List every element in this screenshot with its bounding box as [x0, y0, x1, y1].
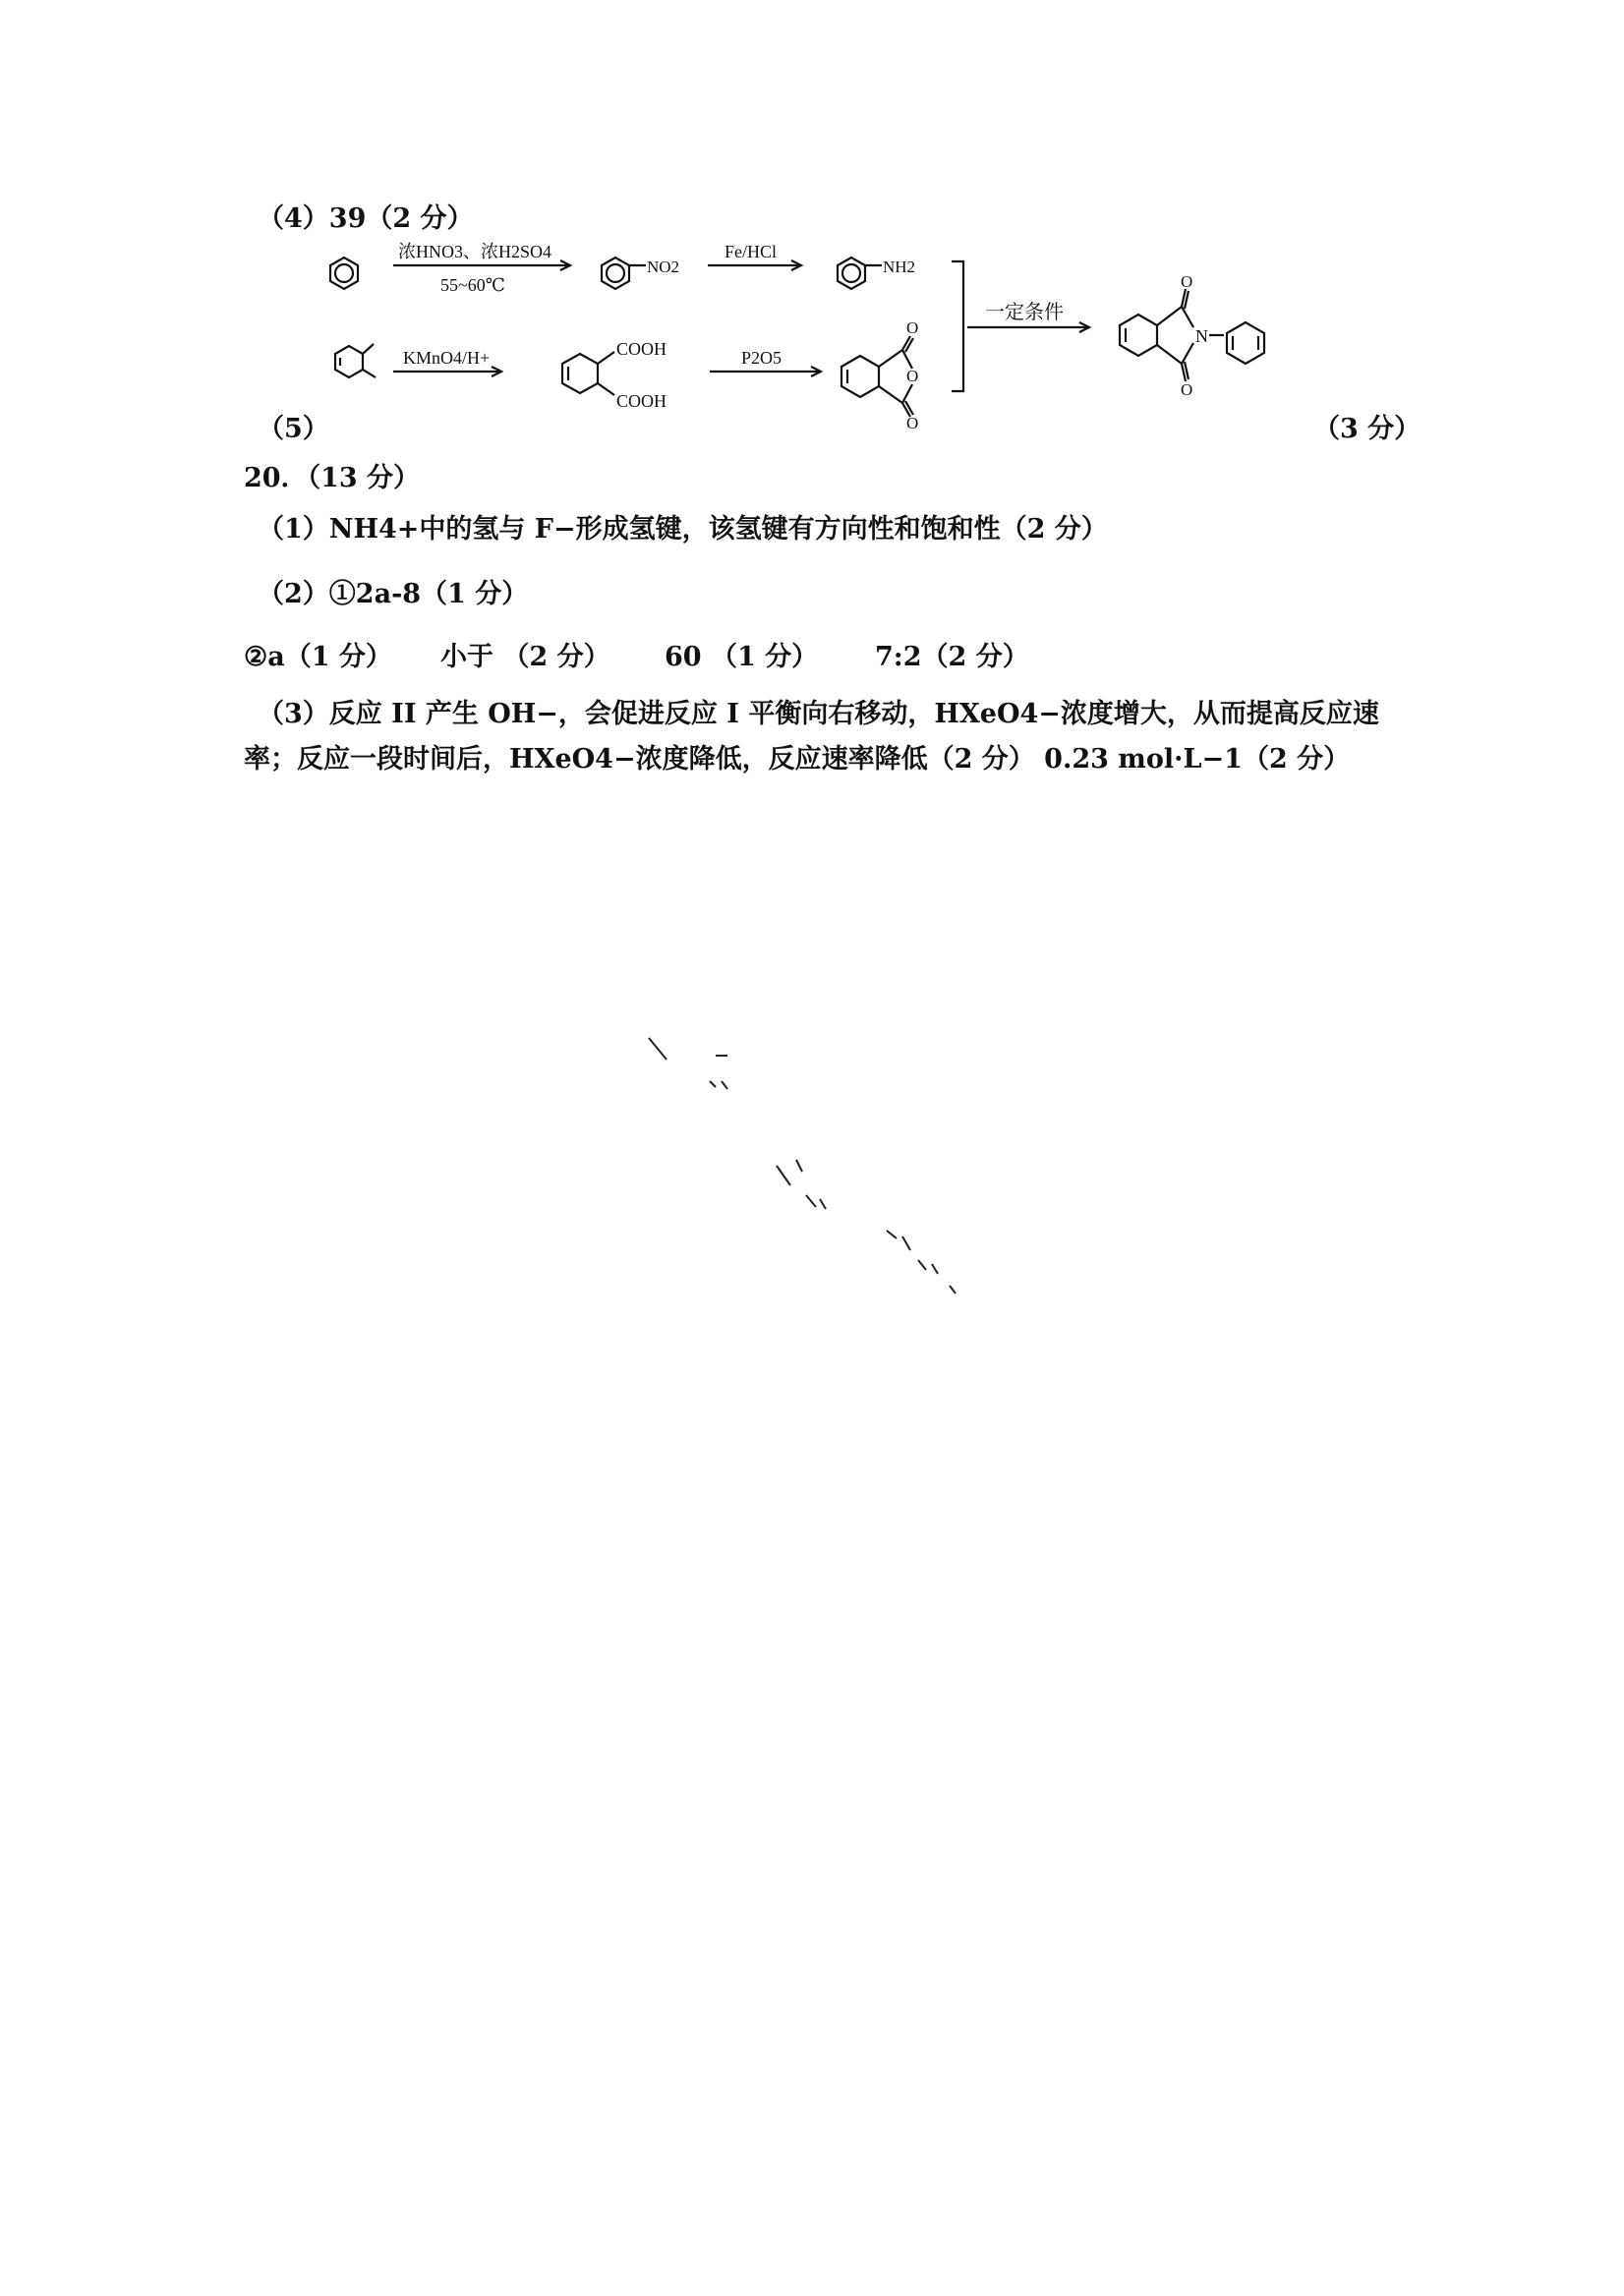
answer-5-label: （5）: [258, 414, 329, 444]
answer-5-score: （3 分）: [1313, 414, 1421, 444]
oxygen-label: O: [906, 367, 919, 385]
reduction-reagent: Fe/HCl: [725, 242, 778, 261]
bracket: [952, 261, 963, 391]
answer-4: （4）39（2 分）: [258, 203, 474, 234]
acid-group-2: COOH: [616, 391, 667, 411]
answer-20-2b-part2: 小于 （2 分）: [440, 642, 610, 672]
answer-20-2b-part4: 7:2（2 分）: [875, 642, 1029, 672]
nitrogen-label: N: [1195, 326, 1208, 346]
answer-20-3-line2: 率；反应一段时间后，HXeO4−浓度降低，反应速率降低（2 分） 0.23 mol·L−1（2 分）: [244, 744, 1351, 775]
answer-20-2b-part3: 60 （1 分）: [665, 642, 819, 672]
acid-group-1: COOH: [616, 339, 667, 359]
question-20-header: 20．（13 分）: [244, 463, 421, 493]
dehydration-reagent: P2O5: [741, 348, 783, 368]
scan-artifacts: [629, 973, 1003, 1327]
oxidation-reagent: KMnO4/H+: [403, 348, 491, 368]
oxygen-label: O: [906, 414, 919, 432]
amine-group: NH2: [883, 258, 916, 276]
oxygen-label: O: [1181, 380, 1193, 399]
answer-20-3-line1: （3）反应 II 产生 OH−，会促进反应 I 平衡向右移动，HXeO4−浓度增大，从而提高反应速: [258, 699, 1379, 729]
nitration-temp: 55~60℃: [440, 275, 505, 295]
oxygen-label: O: [1181, 272, 1193, 291]
oxygen-label: O: [906, 318, 919, 337]
answer-20-2b-part1: ②a（1 分）: [244, 642, 392, 672]
condition-label: 一定条件: [985, 302, 1064, 323]
answer-20-1: （1）NH4+中的氢与 F−形成氢键，该氢键有方向性和饱和性（2 分）: [258, 514, 1108, 545]
nitration-reagent: 浓HNO3、浓H2SO4: [398, 242, 552, 261]
nitro-group: NO2: [647, 258, 680, 276]
answer-20-2a: （2）①2a-8（1 分）: [258, 579, 529, 609]
synthesis-scheme: [295, 226, 1327, 452]
